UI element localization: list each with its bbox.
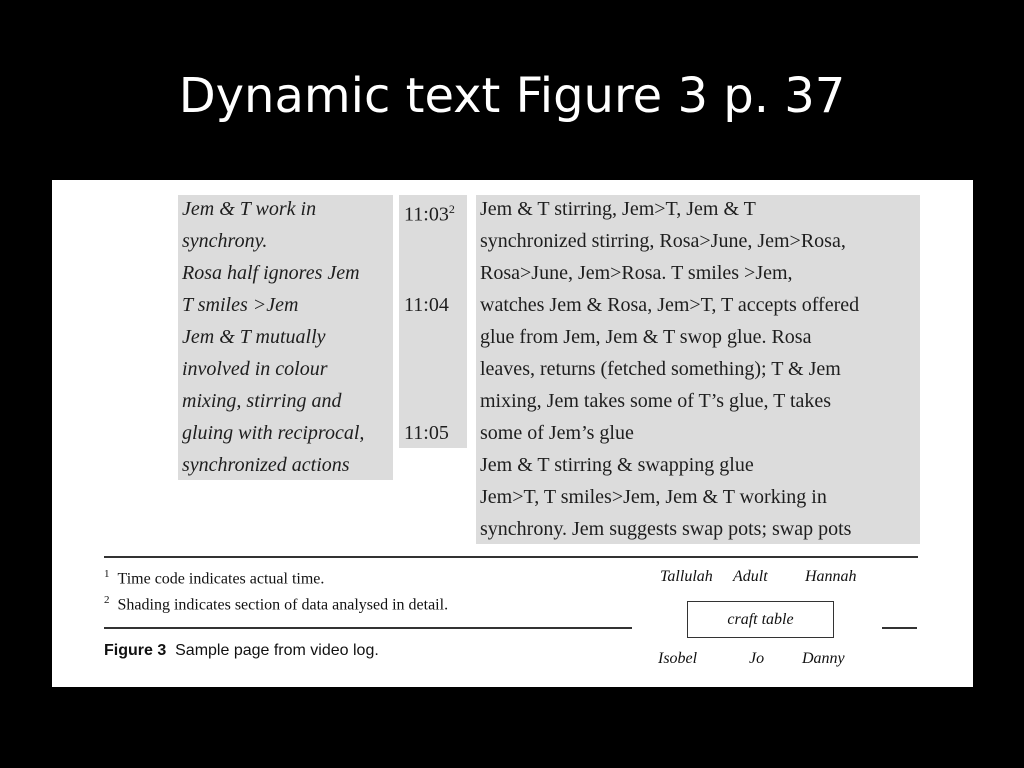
seat-label: Adult	[733, 568, 768, 585]
time-code-label: 11:05	[404, 422, 449, 444]
footnote-text: Shading indicates section of data analysed in detail.	[117, 596, 449, 614]
log-line: glue from Jem, Jem & T swop glue. Rosa	[480, 326, 812, 348]
log-line: synchrony. Jem suggests swap pots; swap pots	[480, 518, 852, 540]
log-line: mixing, Jem takes some of T’s glue, T takes	[480, 390, 832, 412]
caption-text: Sample page from video log.	[175, 642, 379, 659]
footnote-text: Time code indicates actual time.	[117, 570, 325, 588]
time-code-label: 11:04	[404, 294, 449, 316]
caption-rule	[104, 627, 632, 629]
notes-line: gluing with reciprocal,	[182, 422, 365, 444]
slide-title: Dynamic text Figure 3 p. 37	[178, 68, 846, 124]
time-code	[404, 289, 449, 321]
notes-line: Rosa half ignores Jem	[182, 262, 360, 284]
footnote-mark: 1	[104, 568, 110, 580]
notes-line: involved in colour	[182, 358, 328, 380]
time-code-footnote-mark: 2	[448, 202, 455, 216]
time-code-label: 11:03	[404, 203, 449, 226]
notes-line: mixing, stirring and	[182, 390, 342, 412]
notes-line: Jem & T mutually	[182, 326, 326, 348]
footnote-1	[104, 568, 324, 588]
log-line: Rosa>June, Jem>Rosa. T smiles >Jem,	[480, 262, 793, 284]
notes-line: Jem & T work in	[182, 198, 317, 220]
seat-label: Danny	[802, 650, 845, 667]
seat-label: Jo	[749, 650, 765, 667]
caption-rule-end	[882, 627, 917, 629]
log-line: watches Jem & Rosa, Jem>T, T accepts offered	[480, 294, 860, 316]
figure-caption	[104, 642, 379, 660]
seat-label: Isobel	[658, 650, 698, 667]
notes-line: synchrony.	[182, 230, 268, 252]
notes-line: synchronized actions	[182, 454, 350, 476]
time-column-shade	[399, 195, 467, 448]
log-line: some of Jem’s glue	[480, 422, 634, 444]
footnote-mark: 2	[104, 594, 110, 606]
figure-image	[52, 180, 973, 687]
footnote-2	[104, 594, 448, 614]
log-line: Jem & T stirring, Jem>T, Jem & T	[480, 198, 756, 220]
seat-label: Hannah	[805, 568, 857, 585]
notes-line: T smiles >Jem	[182, 294, 299, 316]
time-code	[404, 417, 449, 449]
log-line: synchronized stirring, Rosa>June, Jem>Rosa,	[480, 230, 846, 252]
craft-table-label: craft table	[727, 610, 794, 628]
footnote-rule	[104, 556, 918, 558]
seat-label: Tallulah	[660, 568, 713, 585]
log-line: Jem>T, T smiles>Jem, Jem & T working in	[480, 486, 827, 508]
log-line: Jem & T stirring & swapping glue	[480, 454, 754, 476]
craft-table-box	[687, 601, 834, 638]
caption-label: Figure 3	[104, 642, 167, 659]
log-line: leaves, returns (fetched something); T & Jem	[480, 358, 841, 380]
time-code	[404, 193, 455, 231]
